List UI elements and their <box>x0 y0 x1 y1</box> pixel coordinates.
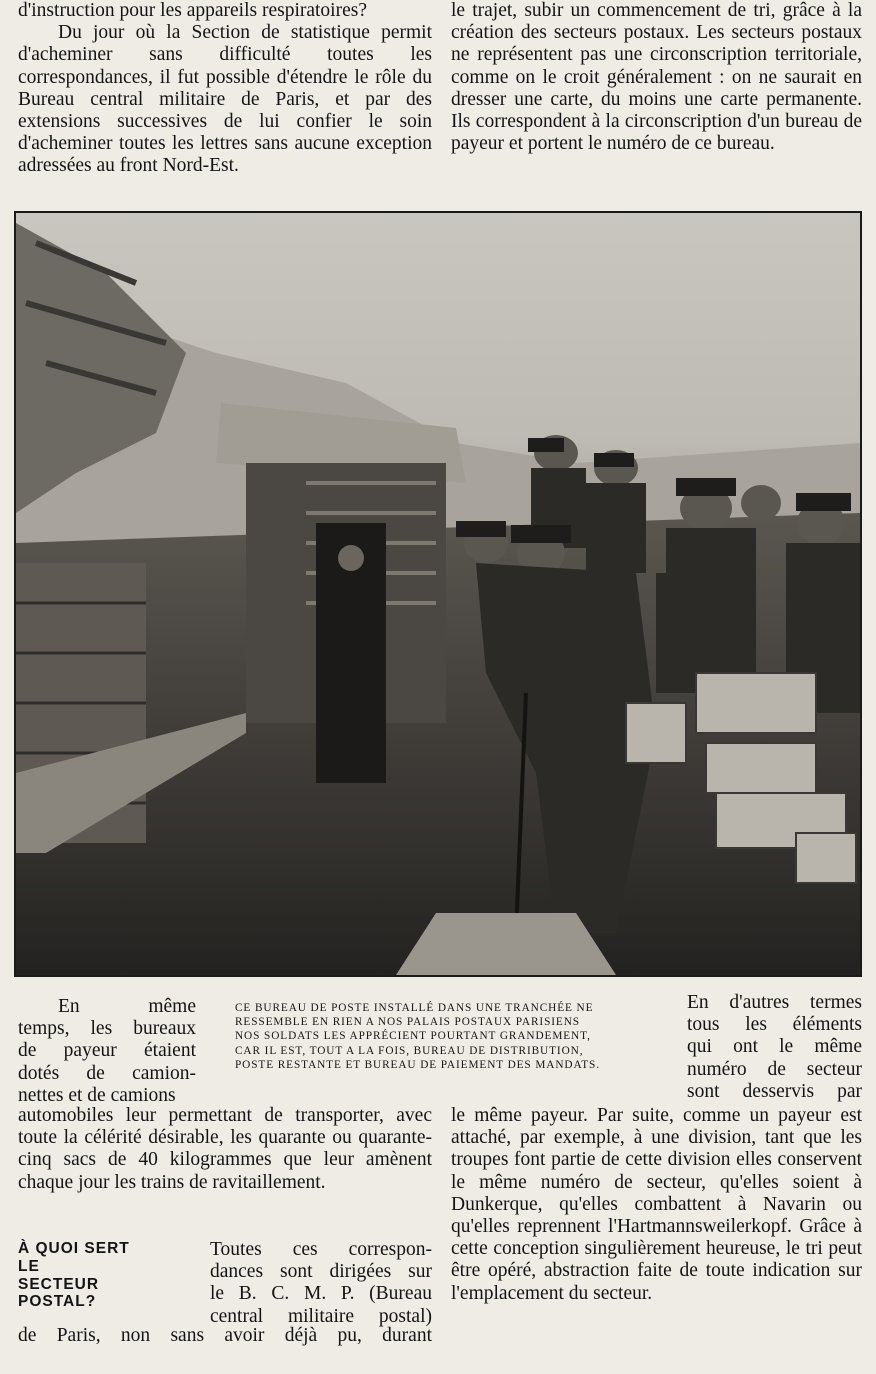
paragraph: Du jour où la Section de statistique permit d'acheminer sans difficulté toutes les correspondances, il fut possible d'étendre le rôle du Bureau central militaire de Paris, et par des extensions successives de lui confier le soin d'acheminer toutes les lettres sans aucune exception adressées au front Nord-Est. <box>18 22 432 177</box>
bottom-last-line <box>18 1325 432 1347</box>
text-line: temps, les bureaux <box>18 1018 196 1040</box>
text-line: le B. C. M. P. (Bureau <box>210 1283 432 1305</box>
photo-caption <box>235 1001 647 1072</box>
heading-line: LE <box>18 1257 40 1275</box>
paragraph: le trajet, subir un commencement de tri, grâce à la création des secteurs postaux. Les secteurs postaux ne représentent pas une circonscription territoriale, comme on le croit généralement : on ne saurait en dresser une carte, du moins une carte permanente. Ils correspondent à la circonscription d'un bureau de payeur et portent le numéro de ce bureau. <box>451 0 862 155</box>
bottom-right-column <box>451 1105 862 1305</box>
caption-line: NOS SOLDATS LES APPRÉCIENT POURTANT GRANDEMENT, <box>235 1030 591 1043</box>
bottom-sub-column <box>210 1239 432 1328</box>
text-line: tous les éléments <box>687 1014 862 1036</box>
caption-line: CE BUREAU DE POSTE INSTALLÉ DANS UNE TRANCHÉE NE <box>235 1002 594 1014</box>
trench-post-office-photo <box>14 211 862 977</box>
text-line: nettes et de camions <box>18 1084 176 1106</box>
heading-line: POSTAL? <box>18 1293 97 1311</box>
paragraph: le même payeur. Par suite, comme un payeur est attaché, par exemple, à une division, tant que les troupes font partie de cette division elles conservent le même numéro de secteur, qu'elles soient à Dunkerque, qu'elles combattent à Navarin ou qu'elles reprennent l'Hartmannsweilerkopf. Grâce à cette conception singulièrement heureuse, le tri peut être opéré, abstraction faite de toute indication sur l'emplacement du secteur. <box>451 1105 862 1304</box>
paragraph: automobiles leur permettant de transporter, avec toute la célérité désirable, les quarante ou quarante-cinq sacs de 40 kilogrammes que leur amènent chaque jour les trains de ravitaillement. <box>18 1105 432 1193</box>
top-left-column <box>18 0 432 178</box>
text-line: En même <box>58 996 196 1017</box>
caption-line: RESSEMBLE EN RIEN A NOS PALAIS POSTAUX PARISIENS <box>235 1016 580 1029</box>
mid-right-column <box>687 992 862 1103</box>
heading-line: SECTEUR <box>18 1275 100 1293</box>
text-line: central militaire postal) <box>210 1305 432 1327</box>
text-line: dotés de camion- <box>18 1062 196 1084</box>
photo-illustration <box>16 213 860 975</box>
section-heading <box>18 1240 190 1311</box>
text-line: numéro de secteur <box>687 1058 862 1080</box>
mid-left-column <box>18 996 196 1107</box>
caption-line: POSTE RESTANTE ET BUREAU DE PAIEMENT DES MANDATS. <box>235 1058 600 1071</box>
text-line: dances sont dirigées sur <box>210 1261 432 1283</box>
text-line: de payeur étaient <box>18 1040 196 1062</box>
text-line: En d'autres termes <box>687 992 862 1013</box>
paragraph: d'instruction pour les appareils respiratoires? <box>18 0 367 21</box>
heading-line: À QUOI SERT <box>18 1240 130 1257</box>
text-line: qui ont le même <box>687 1036 862 1058</box>
caption-line: CAR IL EST, TOUT A LA FOIS, BUREAU DE DISTRIBUTION, <box>235 1044 584 1057</box>
bottom-left-column <box>18 1105 432 1194</box>
top-right-column <box>451 0 862 155</box>
text-line: sont desservis par <box>687 1080 862 1102</box>
text-line: Toutes ces correspon- <box>210 1239 432 1260</box>
text-line: de Paris, non sans avoir déjà pu, durant <box>18 1325 432 1346</box>
